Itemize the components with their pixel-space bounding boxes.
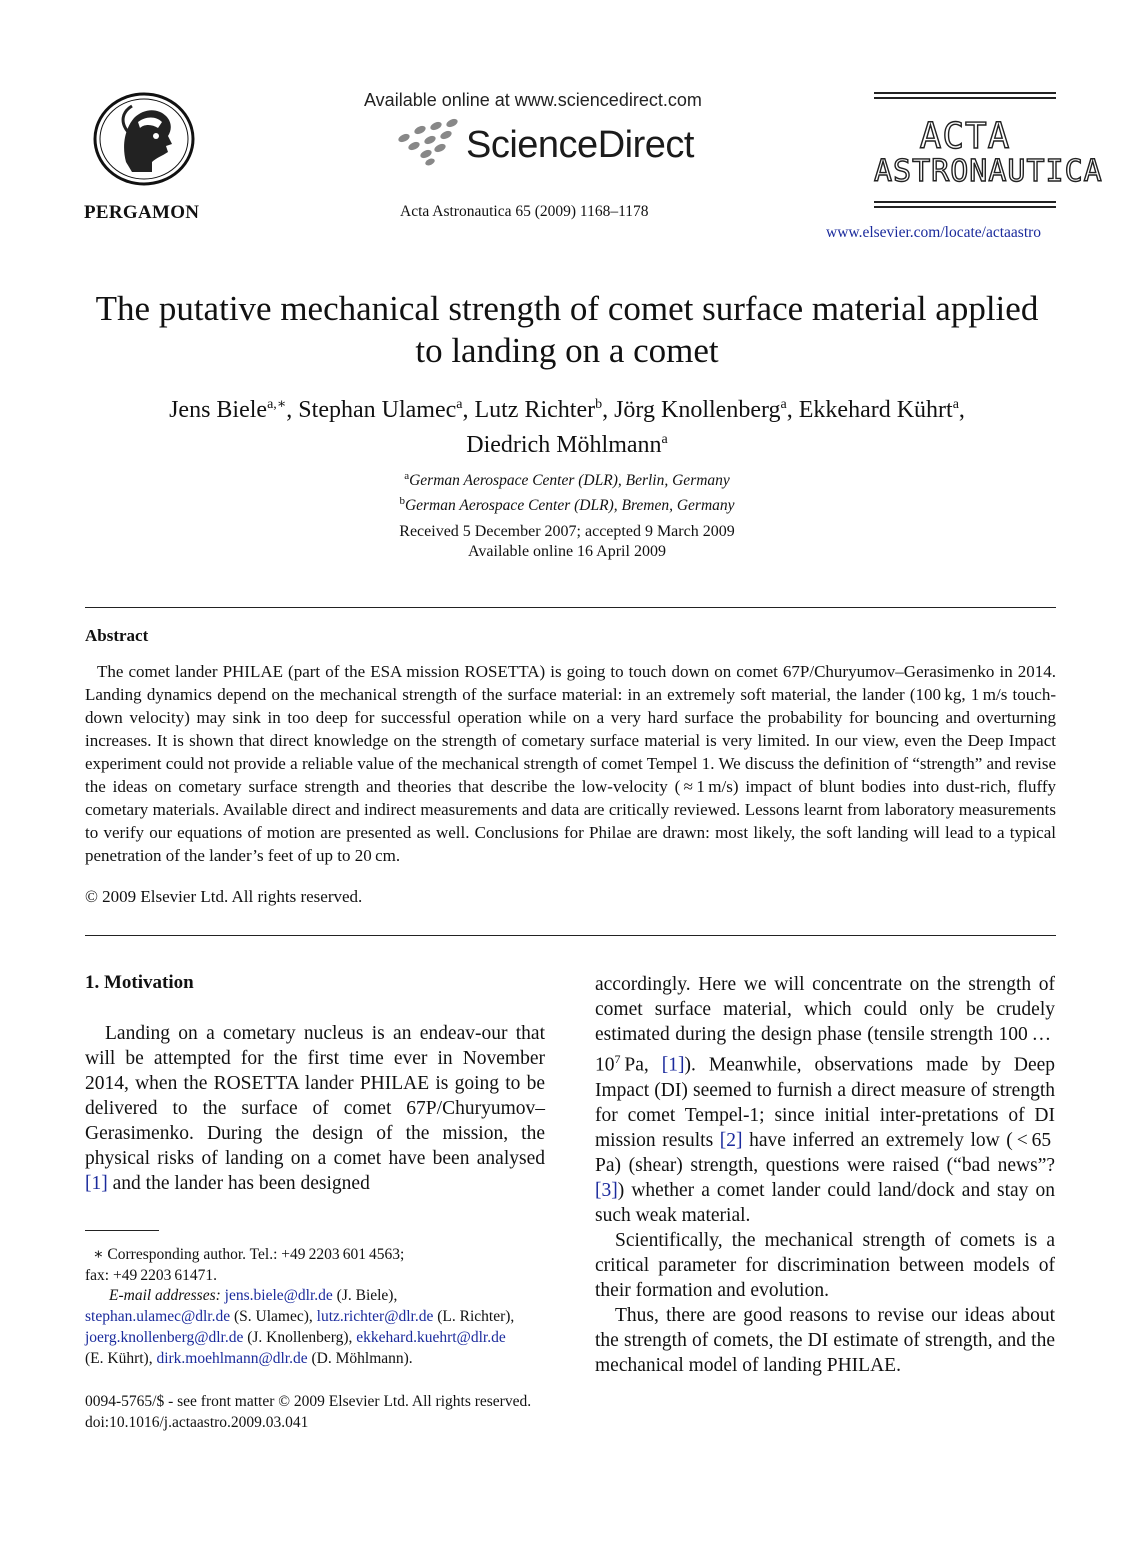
journal-logo-line2: ASTRONAUTICA	[874, 154, 1103, 189]
affiliations	[60, 466, 1074, 516]
divider	[85, 607, 1056, 608]
email-link[interactable]: dirk.moehlmann@dlr.de	[156, 1349, 308, 1367]
right-column	[595, 972, 1055, 1378]
available-online-text: Available online at www.sciencedirect.com	[364, 90, 702, 110]
journal-reference: Acta Astronautica 65 (2009) 1168–1178	[400, 203, 649, 220]
footnote-divider	[85, 1230, 159, 1231]
divider	[85, 935, 1056, 936]
abstract-text: The comet lander PHILAE (part of the ESA mission ROSETTA) is going to touch down on comet 67P/Churyumov–Gerasimenko in 2014. Landing dynamics depend on the mechanical strength of the surface material: in an extremely soft material, the lander (100 kg, 1 m/s touch-down velocity) may sink in too deep for successful operation while on a very hard surface the probability for bouncing and overturning increases. It is shown that direct knowledge on the strength of cometary surface material is very limited. In our view, even the Deep Impact experiment could not provide a reliable value of the mechanical strength of comet Tempel 1. We discuss the definition of “strength” and revise the ideas on cometary surface strength and theories that describe the low-velocity ( ≈ 1 m/s) impact of blunt bodies into dust-rich, fluffy cometary materials. Available direct and indirect measurements and data are critically reviewed. Lessons learnt from laboratory measurements to verify our equations of motion are presented as well. Conclusions for Philae are drawn: most likely, the soft landing will lead to a typical penetration of the lander’s feet of up to 20 cm.	[85, 662, 1056, 865]
issn-line: 0094-5765/$ - see front matter © 2009 Elsevier Ltd. All rights reserved.	[85, 1393, 532, 1410]
sciencedirect-dots-icon	[396, 118, 466, 171]
author: Jörg Knollenberg$^a$,	[614, 397, 799, 423]
email-link[interactable]: jens.biele@dlr.de	[224, 1287, 333, 1305]
article-title	[60, 288, 1074, 372]
affiliation: $^b$German Aerospace Center (DLR), Bremen, Germany	[399, 495, 735, 515]
section-heading: 1. Motivation	[85, 972, 194, 993]
publisher-name: PERGAMON	[84, 202, 200, 223]
fax-note: fax: +49 2203 61471.	[85, 1266, 218, 1284]
citation-link[interactable]: [1]	[85, 1173, 108, 1194]
paragraph: Thus, there are good reasons to revise our ideas about the strength of comets, the DI estimate of strength, and the mechanical model of landing PHILAE.	[595, 1304, 1055, 1376]
affiliation: $^a$German Aerospace Center (DLR), Berlin, Germany	[404, 470, 730, 490]
author: Stephan Ulamec$^a$,	[298, 397, 475, 423]
email-link[interactable]: joerg.knollenberg@dlr.de	[85, 1328, 244, 1346]
abstract-copyright: © 2009 Elsevier Ltd. All rights reserved.	[85, 887, 363, 906]
paragraph: Landing on a cometary nucleus is an endeav-our that will be attempted for the first time ever in November 2014, when the ROSETTA lander PHILAE is going to be delivered to the surface of comet 67P/Churyumov–Gerasimenko. During the design of the mission, the physical risks of landing on a comet have been analysed [1] and the lander has been designed	[85, 1023, 545, 1194]
sciencedirect-wordmark: ScienceDirect	[466, 124, 694, 166]
paragraph: accordingly. Here we will concentrate on the strength of comet surface material, which could only be crudely estimated during the design phase (tensile strength 100 … $10^7$ Pa, [1]). Meanwhile, observations made by Deep Impact (DI) seemed to furnish a direct measure of strength for comet Tempel-1; since initial inter-pretations of DI mission results [2] have inferred an extremely low ( < 65 Pa) (shear) strength, questions were raised (“bad news”? [3]) whether a comet lander could land/dock and stay on such weak material.	[595, 974, 1056, 1226]
article-dates	[60, 522, 1074, 562]
citation-link[interactable]: [3]	[595, 1179, 618, 1201]
email-link[interactable]: lutz.richter@dlr.de	[316, 1308, 434, 1326]
author: Ekkehard Kührt$^a$,	[798, 397, 965, 423]
front-matter	[85, 1392, 531, 1433]
abstract-body	[85, 660, 1056, 867]
doi-line: doi:10.1016/j.actaastro.2009.03.041	[85, 1413, 309, 1431]
online-date: Available online 16 April 2009	[468, 543, 666, 560]
paragraph: Scientifically, the mechanical strength of comets is a critical parameter for discrimination between models of their formation and evolution.	[595, 1229, 1055, 1301]
abstract-heading: Abstract	[85, 626, 149, 645]
journal-logo	[874, 92, 1103, 211]
email-link[interactable]: stephan.ulamec@dlr.de	[85, 1308, 231, 1326]
author: Lutz Richter$^b$,	[474, 397, 615, 423]
left-column	[85, 1021, 545, 1196]
email-note: E-mail addresses: jens.biele@dlr.de (J. Biele), stephan.ulamec@dlr.de (S. Ulamec), lutz.richter@dlr.de (L. Richter), joerg.knollenberg@dlr.de (J. Knollenberg), ekkehard.kuehrt@dlr.de (E. Kührt), dirk.moehlmann@dlr.de (D. Möhlmann).	[85, 1287, 515, 1367]
pergamon-coin-icon	[92, 92, 196, 186]
citation-link[interactable]: [1]	[661, 1054, 685, 1076]
received-date: Received 5 December 2007; accepted 9 March 2009	[399, 523, 735, 540]
author-list	[60, 390, 1074, 460]
email-link[interactable]: ekkehard.kuehrt@dlr.de	[356, 1328, 506, 1346]
corresponding-author-note: ∗ Corresponding author. Tel.: +49 2203 601 4563;	[93, 1246, 405, 1263]
footnotes	[85, 1245, 545, 1369]
journal-url-link[interactable]: www.elsevier.com/locate/actaastro	[826, 224, 1042, 241]
publisher-logo	[84, 92, 208, 186]
author: Jens Biele$^{a,∗}$,	[169, 397, 299, 423]
title-line-1: The putative mechanical strength of comet surface material applied	[95, 289, 1039, 328]
author: Diedrich Möhlmann$^a$	[466, 432, 668, 458]
journal-logo-line1: ACTA	[919, 116, 1011, 157]
citation-link[interactable]: [2]	[719, 1129, 743, 1151]
title-line-2: to landing on a comet	[415, 331, 719, 370]
